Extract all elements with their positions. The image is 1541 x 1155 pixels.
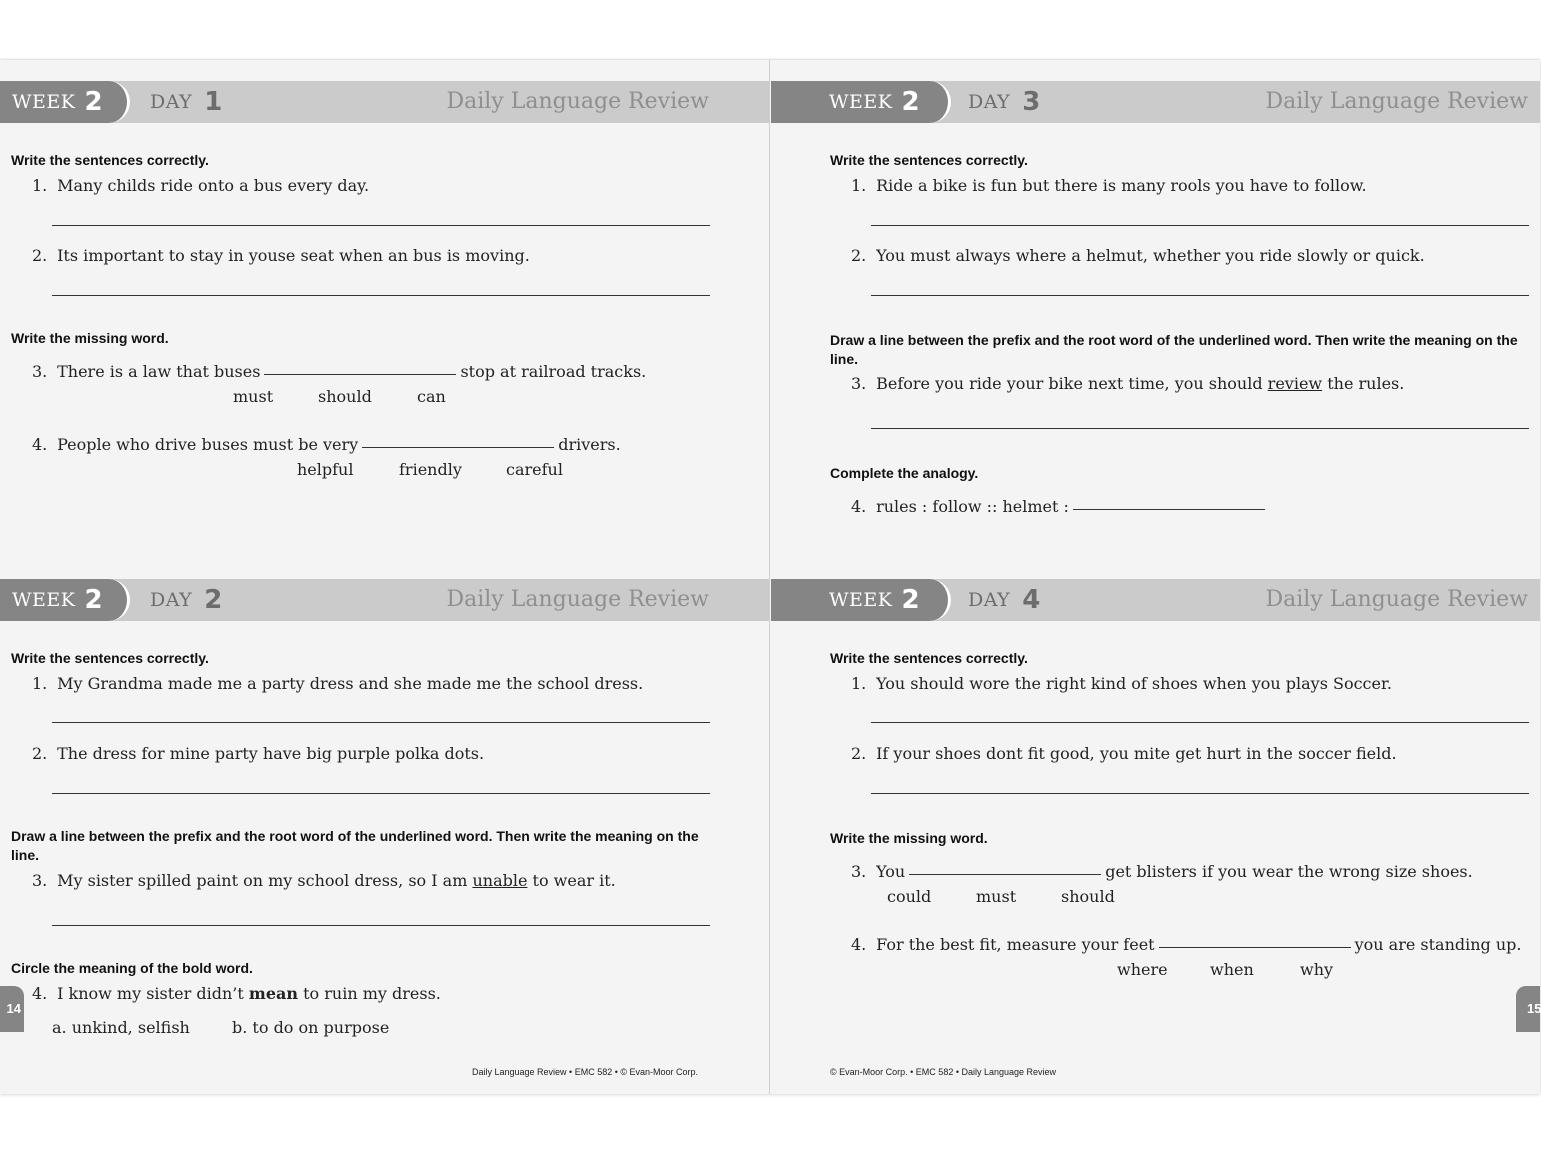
instruction: Complete the analogy. xyxy=(830,465,979,481)
answer-option-b[interactable]: b. to do on purpose xyxy=(232,1018,390,1037)
question-number: 4. xyxy=(32,435,48,454)
day-label: DAY xyxy=(150,589,193,611)
panel-title: Daily Language Review xyxy=(446,89,709,114)
question-number: 3. xyxy=(32,871,48,890)
instruction: Write the sentences correctly. xyxy=(11,650,209,666)
question-text-a: My sister spilled paint on my school dress, so I am xyxy=(57,871,468,890)
question-text: Many childs ride onto a bus every day. xyxy=(57,176,370,195)
day-indicator xyxy=(150,579,222,621)
question-text-b: stop at railroad tracks. xyxy=(460,362,647,381)
question-text: You must always where a helmut, whether you ride slowly or quick. xyxy=(876,246,1425,265)
panel-title: Daily Language Review xyxy=(1265,587,1528,612)
instruction: Write the missing word. xyxy=(830,830,988,846)
choice-should[interactable]: should xyxy=(318,387,372,406)
question-text-a: There is a law that buses xyxy=(57,362,261,381)
panel-day-2 xyxy=(0,579,769,1094)
week-label: WEEK xyxy=(829,91,893,113)
question-text-b: drivers. xyxy=(558,435,621,454)
week-label: WEEK xyxy=(12,589,76,611)
choice-friendly[interactable]: friendly xyxy=(399,460,462,479)
question-number: 3. xyxy=(32,362,48,381)
answer-line[interactable] xyxy=(52,793,710,794)
question-text-b: to wear it. xyxy=(532,871,616,890)
panel-day-4 xyxy=(771,579,1540,1094)
panel-title: Daily Language Review xyxy=(1265,89,1528,114)
instruction: Write the sentences correctly. xyxy=(830,650,1028,666)
question-3 xyxy=(32,362,646,381)
day-number: 4 xyxy=(1022,585,1041,615)
question-text: If your shoes dont fit good, you mite get hurt in the soccer field. xyxy=(876,744,1397,763)
question-number: 1. xyxy=(851,176,867,195)
day-label: DAY xyxy=(968,589,1011,611)
week-tab xyxy=(0,81,130,123)
panel-header xyxy=(771,579,1540,621)
question-3 xyxy=(851,862,1473,881)
week-number: 2 xyxy=(84,87,103,117)
question-number: 2. xyxy=(851,744,867,763)
question-1 xyxy=(851,674,1392,693)
fill-in-blank[interactable] xyxy=(1159,946,1351,948)
question-number: 3. xyxy=(851,374,867,393)
choice-can[interactable]: can xyxy=(417,387,446,406)
question-text: My Grandma made me a party dress and she made me the school dress. xyxy=(57,674,644,693)
panel-title: Daily Language Review xyxy=(446,587,709,612)
question-text-a: I know my sister didn’t xyxy=(57,984,244,1003)
page-number-text: 15 xyxy=(1527,1001,1541,1016)
question-number: 1. xyxy=(32,674,48,693)
day-number: 3 xyxy=(1022,87,1041,117)
question-text-b: to ruin my dress. xyxy=(303,984,441,1003)
question-number: 4. xyxy=(851,497,867,516)
answer-line[interactable] xyxy=(871,793,1529,794)
week-tab xyxy=(771,81,951,123)
question-text: Its important to stay in youse seat when an bus is moving. xyxy=(57,246,530,265)
week-label: WEEK xyxy=(12,91,76,113)
choice-when[interactable]: when xyxy=(1210,960,1254,979)
question-text: Ride a bike is fun but there is many rools you have to follow. xyxy=(876,176,1367,195)
choice-why[interactable]: why xyxy=(1300,960,1334,979)
instruction: Write the sentences correctly. xyxy=(11,152,209,168)
question-3 xyxy=(32,871,616,890)
question-number: 1. xyxy=(851,674,867,693)
answer-line[interactable] xyxy=(52,225,710,226)
instruction: Draw a line between the prefix and the root word of the underlined word. Then write the meaning on the line. xyxy=(11,828,699,863)
bold-word: mean xyxy=(248,984,299,1003)
question-4 xyxy=(851,497,1269,516)
day-label: DAY xyxy=(150,91,193,113)
question-number: 1. xyxy=(32,176,48,195)
underlined-word: review xyxy=(1267,374,1323,393)
choice-careful[interactable]: careful xyxy=(506,460,563,479)
week-label: WEEK xyxy=(829,589,893,611)
question-2 xyxy=(32,744,484,763)
question-text: The dress for mine party have big purple polka dots. xyxy=(57,744,485,763)
week-number: 2 xyxy=(901,585,920,615)
question-2 xyxy=(851,744,1397,763)
day-number: 2 xyxy=(204,585,223,615)
panel-day-3 xyxy=(771,81,1540,577)
panel-header xyxy=(771,81,1540,123)
day-indicator xyxy=(968,81,1040,123)
question-1 xyxy=(32,674,643,693)
answer-line[interactable] xyxy=(871,722,1529,723)
question-text: You should wore the right kind of shoes when you plays Soccer. xyxy=(876,674,1392,693)
instruction: Draw a line between the prefix and the root word of the underlined word. Then write the meaning on the line. xyxy=(830,332,1518,367)
page-gutter xyxy=(769,60,770,1094)
question-text-b: get blisters if you wear the wrong size shoes. xyxy=(1105,862,1473,881)
question-1 xyxy=(851,176,1367,195)
question-number: 4. xyxy=(851,935,867,954)
question-text-b: the rules. xyxy=(1327,374,1405,393)
fill-in-blank[interactable] xyxy=(1073,508,1265,510)
week-number: 2 xyxy=(84,585,103,615)
question-4 xyxy=(32,435,621,454)
answer-option-a[interactable]: a. unkind, selfish xyxy=(52,1018,190,1037)
choice-must[interactable]: must xyxy=(233,387,274,406)
day-indicator xyxy=(968,579,1040,621)
answer-line[interactable] xyxy=(52,925,710,926)
question-text: rules : follow :: helmet : xyxy=(876,497,1069,516)
day-number: 1 xyxy=(204,87,223,117)
fill-in-blank[interactable] xyxy=(362,446,554,448)
fill-in-blank[interactable] xyxy=(909,873,1101,875)
question-text-b: you are standing up. xyxy=(1354,935,1522,954)
question-number: 2. xyxy=(32,246,48,265)
day-label: DAY xyxy=(968,91,1011,113)
question-number: 3. xyxy=(851,862,867,881)
question-text-a: For the best fit, measure your feet xyxy=(876,935,1155,954)
instruction: Circle the meaning of the bold word. xyxy=(11,960,253,976)
question-3 xyxy=(851,374,1404,393)
answer-line[interactable] xyxy=(871,428,1529,429)
panel-header xyxy=(0,81,769,123)
instruction: Write the missing word. xyxy=(11,330,169,346)
answer-line[interactable] xyxy=(871,295,1529,296)
question-2 xyxy=(32,246,530,265)
question-number: 2. xyxy=(32,744,48,763)
week-number: 2 xyxy=(901,87,920,117)
panel-day-1 xyxy=(0,81,769,577)
page-number-right xyxy=(1516,986,1540,1032)
page-number-left xyxy=(0,986,24,1032)
question-number: 2. xyxy=(851,246,867,265)
question-1 xyxy=(32,176,369,195)
question-text-a: You xyxy=(876,862,906,881)
footer-credit-left: Daily Language Review • EMC 582 • © Evan-Moor Corp. xyxy=(472,1067,699,1077)
underlined-word: unable xyxy=(472,871,528,890)
choice-where[interactable]: where xyxy=(1117,960,1168,979)
question-text-a: Before you ride your bike next time, you should xyxy=(876,374,1263,393)
choice-should[interactable]: should xyxy=(1061,887,1115,906)
question-2 xyxy=(851,246,1425,265)
question-number: 4. xyxy=(32,984,48,1003)
instruction: Write the sentences correctly. xyxy=(830,152,1028,168)
question-text-a: People who drive buses must be very xyxy=(57,435,359,454)
fill-in-blank[interactable] xyxy=(264,373,456,375)
answer-line[interactable] xyxy=(52,722,710,723)
question-4 xyxy=(32,984,441,1003)
choice-helpful[interactable]: helpful xyxy=(297,460,354,479)
week-tab xyxy=(771,579,951,621)
choice-must[interactable]: must xyxy=(976,887,1017,906)
page-number-text: 14 xyxy=(6,1001,21,1016)
answer-line[interactable] xyxy=(52,295,710,296)
footer-credit-right: © Evan-Moor Corp. • EMC 582 • Daily Language Review xyxy=(830,1067,1057,1077)
choice-could[interactable]: could xyxy=(887,887,932,906)
day-indicator xyxy=(150,81,222,123)
question-4 xyxy=(851,935,1522,954)
answer-line[interactable] xyxy=(871,225,1529,226)
week-tab xyxy=(0,579,130,621)
panel-header xyxy=(0,579,769,621)
